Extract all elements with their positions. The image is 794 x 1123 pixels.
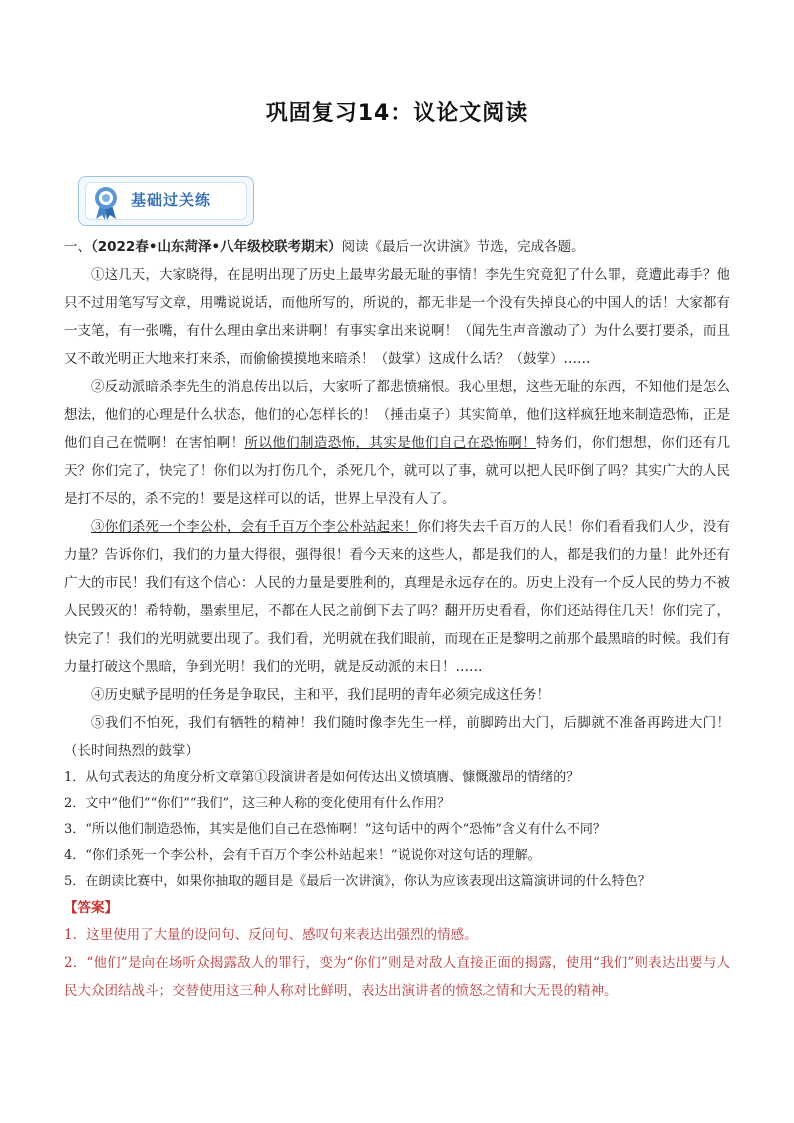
question-3: 3．“所以他们制造恐怖，其实是他们自己在恐怖啊！”这句话中的两个“恐怖”含义有什么不同？	[64, 822, 606, 837]
passage-paragraph-3	[64, 513, 730, 681]
passage-paragraph-5: ⑤我们不怕死，我们有牺牲的精神！我们随时像李先生一样，前脚跨出大门，后脚就不准备再跨进大门！（长时间热烈的鼓掌）	[64, 715, 730, 759]
p2-text-before: ②反动派暗杀李先生的消息传出以后，大家听了都悲愤痛恨。我心里想，这些无耻的东西，不知他们是怎么想法，他们的心理是什么状态，他们的心怎样长的！（捶击桌子）其实简单，他们这样疯狂地来制造恐怖，正是他们自己在慌啊！在害怕啊！	[64, 379, 730, 451]
question-4: 4．“你们杀死一个李公朴，会有千百万个李公朴站起来！”说说你对这句话的理解。	[64, 848, 541, 863]
p3-underlined-sentence: ③你们杀死一个李公朴，会有千百万个李公朴站起来！	[91, 519, 418, 535]
answer-2: 2．“他们”是向在场听众揭露敌人的罪行，变为“你们”则是对敌人直接正面的揭露，使用“我们”则表达出要与人民大众团结战斗；交替使用这三种人称对比鲜明，表达出演讲者的愤怒之情和大无畏的精神。	[64, 955, 730, 999]
p2-underlined-sentence: 所以他们制造恐怖，其实是他们自己在恐怖啊！	[244, 435, 537, 451]
p3-text-after: 你们将失去千百万的人民！你们看看我们人少，没有力量？告诉你们，我们的力量大得很，强得很！看今天来的这些人，都是我们的人，都是我们的力量！此外还有广大的市民！我们有这个信心：人民的力量是要胜利的，真理是永远存在的。历史上没有一个反人民的势力不被人民毁灭的！希特勒，墨索里尼，不都在人民之前倒下去了吗？翻开历史看看，你们还站得住几天！你们完了，快完了！我们的光明就要出现了。我们看，光明就在我们眼前，而现在正是黎明之前那个最黑暗的时候。我们有力量打破这个黑暗，争到光明！我们的光明，就是反动派的末日！……	[64, 519, 731, 675]
badge-label: 基础过关练	[131, 191, 212, 209]
question-5: 5．在朗读比赛中，如果你抽取的题目是《最后一次讲演》，你认为应该表现出这篇演讲词的什么特色？	[64, 874, 651, 889]
question-source: （2022春•山东菏泽•八年级校联考期末）	[91, 239, 342, 255]
question-intro: 阅读《最后一次讲演》节选，完成各题。	[341, 239, 585, 255]
section-badge	[78, 176, 254, 226]
passage-paragraph-4: ④历史赋予昆明的任务是争取民，主和平，我们昆明的青年必须完成这任务！	[91, 687, 550, 703]
answer-heading: 【答案】	[64, 900, 118, 916]
award-ribbon-icon	[91, 185, 121, 221]
answer-1: 1．这里使用了大量的设问句、反问句、感叹句来表达出强烈的情感。	[64, 927, 478, 943]
question-1: 1．从句式表达的角度分析文章第①段演讲者是如何传达出义愤填膺、慷慨激昂的情绪的？	[64, 770, 580, 785]
document-body	[64, 233, 730, 1005]
page-title: 巩固复习14：议论文阅读	[265, 101, 529, 126]
question-2: 2．文中“他们”“你们”“我们”，这三种人称的变化使用有什么作用？	[64, 796, 451, 811]
p2-text-after: 特务们，你们想想，你们还有几天？你们完了，快完了！你们以为打伤几个，杀死几个，就可以了事，就可以把人民吓倒了吗？其实广大的人民是打不尽的，杀不完的！要是这样可以的话，世界上早没有人了。	[64, 435, 731, 507]
passage-paragraph-2	[64, 373, 730, 513]
question-number: 一、	[64, 239, 91, 255]
question-header	[64, 233, 730, 261]
passage-paragraph-1: ①这几天，大家晓得，在昆明出现了历史上最卑劣最无耻的事情！李先生究竟犯了什么罪，竟遭此毒手？他只不过用笔写写文章，用嘴说说话，而他所写的，所说的，都无非是一个没有失掉良心的中国人的话！大家都有一支笔，有一张嘴，有什么理由拿出来讲啊！有事实拿出来说啊！（闻先生声音激动了）为什么要打要杀，而且又不敢光明正大地来打来杀，而偷偷摸摸地来暗杀！（鼓掌）这成什么话？（鼓掌）……	[64, 267, 730, 367]
